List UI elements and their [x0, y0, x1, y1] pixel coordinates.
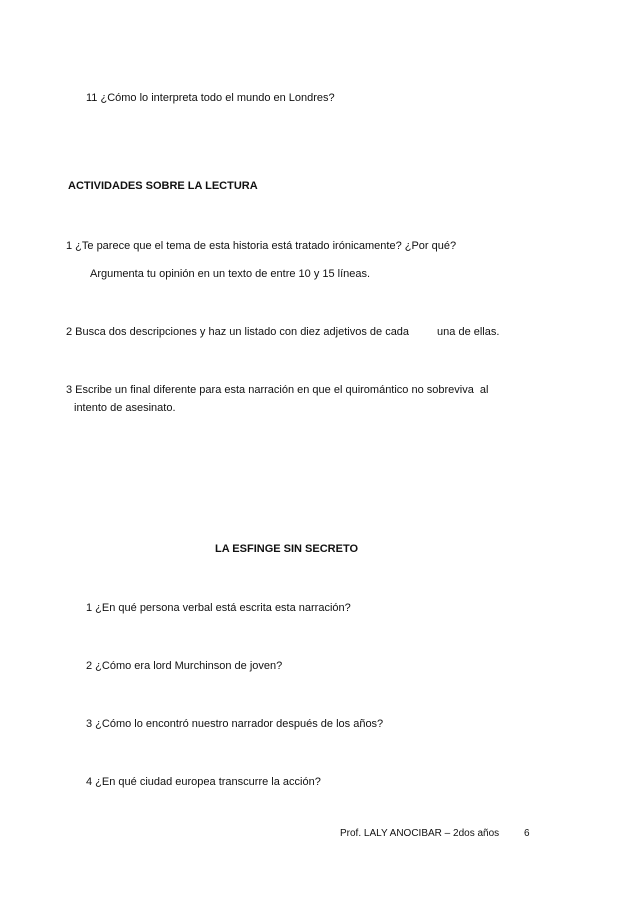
esfinge-question-4: 4 ¿En qué ciudad europea transcurre la acción? [86, 776, 321, 788]
activity-2-text: 2 Busca dos descripciones y haz un listado con diez adjetivos de cada [66, 326, 410, 338]
esfinge-question-2: 2 ¿Cómo era lord Murchinson de joven? [86, 660, 283, 672]
activity-3-text: 3 Escribe un final diferente para esta narración en que el quiromántico no sobreviva [66, 384, 474, 396]
activity-2-text-end: una de ellas. [437, 326, 500, 338]
footer-page-number: 6 [524, 828, 530, 839]
activity-3-line-2: intento de asesinato. [74, 402, 176, 414]
esfinge-question-3: 3 ¿Cómo lo encontró nuestro narrador después de los años? [86, 718, 384, 730]
activity-1-line-2: Argumenta tu opinión en un texto de entre 10 y 15 líneas. [90, 268, 371, 280]
section-heading-esfinge: LA ESFINGE SIN SECRETO [215, 543, 359, 555]
footer-author: Prof. LALY ANOCIBAR – 2dos años [340, 828, 500, 839]
activity-1-line-1: 1 ¿Te parece que el tema de esta historia está tratado irónicamente? ¿Por qué? [66, 240, 457, 252]
activities-heading: ACTIVIDADES SOBRE LA LECTURA [68, 180, 258, 192]
activity-2 [66, 325, 499, 339]
activity-3-line-1 [66, 383, 488, 397]
esfinge-question-1: 1 ¿En qué persona verbal está escrita esta narración? [86, 602, 351, 614]
activity-3-text-end: al [479, 384, 489, 396]
question-11: 11 ¿Cómo lo interpreta todo el mundo en Londres? [86, 92, 335, 104]
